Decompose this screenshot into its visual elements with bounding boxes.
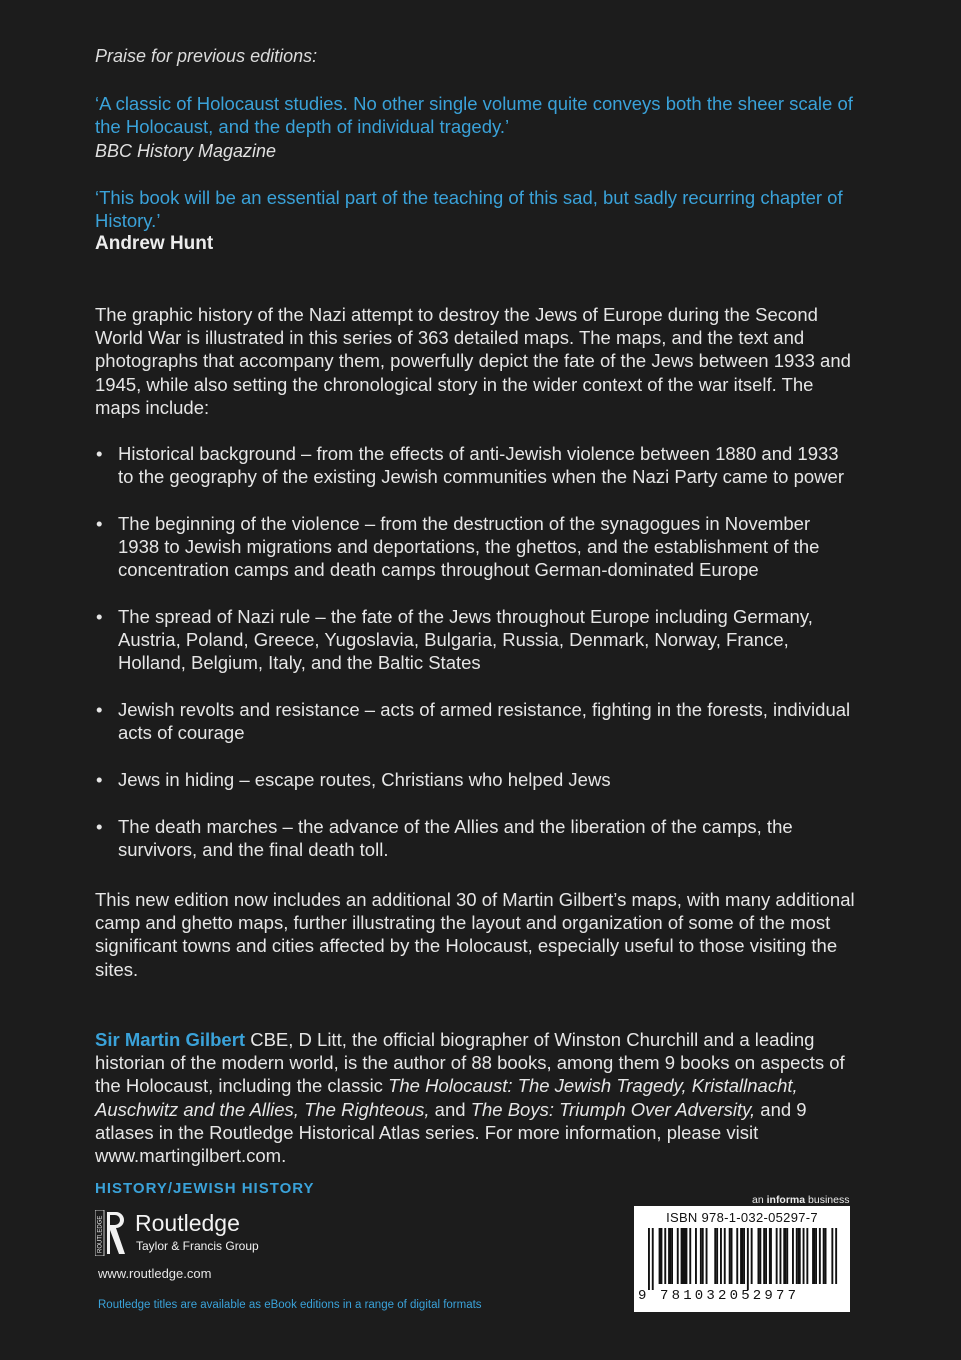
- barcode-bar: [780, 1228, 782, 1284]
- list-item: • The death marches – the advance of the Allies and the liberation of the camps, the survivors, and the final death toll.: [96, 815, 793, 860]
- barcode-bar: [792, 1228, 794, 1284]
- barcode-bar: [720, 1228, 722, 1284]
- barcode-bar: [765, 1228, 767, 1284]
- barcode-bar: [825, 1228, 827, 1284]
- isbn-label: ISBN 978-1-032-05297-7: [666, 1210, 818, 1225]
- barcode-bar: [686, 1228, 688, 1284]
- barcode-bar: [786, 1228, 788, 1284]
- barcode-bar: [689, 1228, 691, 1284]
- barcode-bars: [648, 1228, 838, 1290]
- barcode-bar: [681, 1228, 683, 1284]
- bullet-icon: •: [96, 815, 103, 837]
- barcode-bar: [729, 1228, 731, 1284]
- bullet-icon: •: [96, 699, 103, 721]
- barcode-bar: [702, 1228, 704, 1284]
- barcode-bar: [812, 1228, 815, 1284]
- barcode-bar: [683, 1228, 686, 1284]
- ebook-note: Routledge titles are available as eBook editions in a range of digital formats: [98, 1299, 482, 1311]
- bullet-icon: •: [96, 769, 103, 791]
- barcode-bar: [664, 1228, 666, 1284]
- barcode-bar: [671, 1228, 673, 1284]
- barcode-bar: [716, 1228, 718, 1284]
- barcode-bar: [740, 1228, 743, 1284]
- barcode-bar: [706, 1228, 708, 1284]
- book-title-boys: The Boys: Triumph Over Adversity,: [470, 1098, 756, 1120]
- barcode-bar: [731, 1228, 733, 1284]
- barcode-bar: [798, 1228, 801, 1284]
- author-name: Sir Martin Gilbert: [95, 1029, 246, 1050]
- barcode-bar: [714, 1228, 716, 1284]
- barcode-bar: [759, 1228, 761, 1284]
- isbn-barcode: ISBN 978-1-032-05297-7 9 781032052977: [634, 1206, 850, 1312]
- barcode-bar: [751, 1228, 753, 1284]
- barcode-bar: [819, 1228, 821, 1284]
- barcode-bar: [806, 1228, 808, 1284]
- barcode-bar: [803, 1228, 805, 1284]
- barcode-bar: [659, 1228, 661, 1284]
- barcode-bar: [700, 1228, 702, 1284]
- barcode-bar: [724, 1228, 726, 1284]
- publisher-website: www.routledge.com: [98, 1266, 212, 1281]
- publisher-logo: [95, 1210, 265, 1258]
- list-item: • Jewish revolts and resistance – acts of armed resistance, fighting in the forests, individual acts of courage: [96, 699, 851, 744]
- praise-heading: Praise for previous editions:: [95, 46, 318, 66]
- barcode-bar: [695, 1228, 697, 1284]
- barcode-bar: [796, 1228, 798, 1284]
- quote-source-hunt: Andrew Hunt: [95, 233, 214, 254]
- new-edition-paragraph: This new edition now includes an additional 30 of Martin Gilbert’s maps, with many additional camp and ghetto maps, further illustrating the layout and organization of some of the most significant towns and cities affected by the Holocaust, especially useful to those visiting the sites.: [95, 889, 855, 980]
- list-item: • Jews in hiding – escape routes, Christians who helped Jews: [96, 769, 611, 791]
- bullet-icon: •: [96, 606, 103, 628]
- barcode-bar: [783, 1228, 786, 1284]
- book-titles: The Holocaust: The Jewish Tragedy, Kristallnacht, Auschwitz and the Allies, The Righteous,: [95, 1075, 798, 1120]
- barcode-bar: [743, 1228, 745, 1284]
- barcode-bar: [758, 1228, 760, 1284]
- barcode-bar: [747, 1228, 749, 1290]
- informa-business: an informa business: [752, 1194, 850, 1206]
- barcode-bar: [815, 1228, 817, 1284]
- barcode-bar: [769, 1228, 772, 1284]
- barcode-bar: [677, 1228, 679, 1284]
- svg-text:ROUTLEDGE: ROUTLEDGE: [97, 1215, 104, 1253]
- barcode-bar: [823, 1228, 825, 1284]
- barcode-bar: [835, 1228, 837, 1284]
- barcode-bar: [652, 1228, 654, 1290]
- barcode-bar: [736, 1228, 738, 1284]
- maps-include-list: [95, 442, 855, 885]
- bullet-icon: •: [96, 512, 103, 534]
- publisher-name: Routledge: [135, 1210, 240, 1236]
- barcode-bar: [661, 1228, 663, 1284]
- quote-source-bbc: BBC History Magazine: [95, 141, 277, 161]
- quote-hunt: ‘This book will be an essential part of the teaching of this sad, but sadly recurring chapter of History.’: [95, 187, 843, 231]
- list-item: • The beginning of the violence – from the destruction of the synagogues in November 1938 to Jewish migrations and deportations, the ghettos, and the establishment of the concentration camps and death camps throughout German-dominated Europe: [96, 512, 820, 581]
- routledge-logo-icon: [95, 1210, 127, 1256]
- quote-bbc: ‘A classic of Holocaust studies. No other single volume quite conveys both the sheer scale of the Holocaust, and the depth of individual tragedy.’: [95, 93, 853, 137]
- barcode-bar: [776, 1228, 778, 1284]
- publisher-group: Taylor & Francis Group: [136, 1239, 259, 1253]
- category-label: HISTORY/JEWISH HISTORY: [95, 1180, 315, 1197]
- barcode-bar: [763, 1228, 765, 1284]
- list-item: • The spread of Nazi rule – the fate of the Jews throughout Europe including Germany, Austria, Poland, Greece, Yugoslavia, Bulgaria, Russia, Denmark, Norway, France, Holland, Belgium, Italy, and the Baltic States: [96, 606, 813, 674]
- list-item: • Historical background – from the effects of anti-Jewish violence between 1880 and 1933 to the geography of the existing Jewish communities when the Nazi Party came to power: [96, 443, 844, 488]
- barcode-bar: [831, 1228, 833, 1284]
- barcode-bar: [648, 1228, 650, 1290]
- intro-paragraph: The graphic history of the Nazi attempt to destroy the Jews of Europe during the Second World War is illustrated in this series of 363 detailed maps. The maps, and the text and photographs that accompany them, powerfully depict the fate of the Jews between 1933 and 1945, while also setting the chronological story in the wider context of the war itself. The maps include:: [95, 304, 851, 418]
- bullet-icon: •: [96, 443, 103, 464]
- author-bio: Sir Martin Gilbert CBE, D Litt, the official biographer of Winston Churchill and a leading historian of the modern world, is the author of 88 books, among them 9 books on aspects of the Holocaust, including the classic The Holocaust: The Jewish Tragedy, Kristallnacht, Auschwitz and the Allies, The Righteous, and The Boys: Triumph Over Adversity, and 9 atlases in the Routledge Historical Atlas series. For more information, please visit www.martingilbert.com.: [95, 1029, 845, 1167]
- barcode-bar: [668, 1228, 671, 1284]
